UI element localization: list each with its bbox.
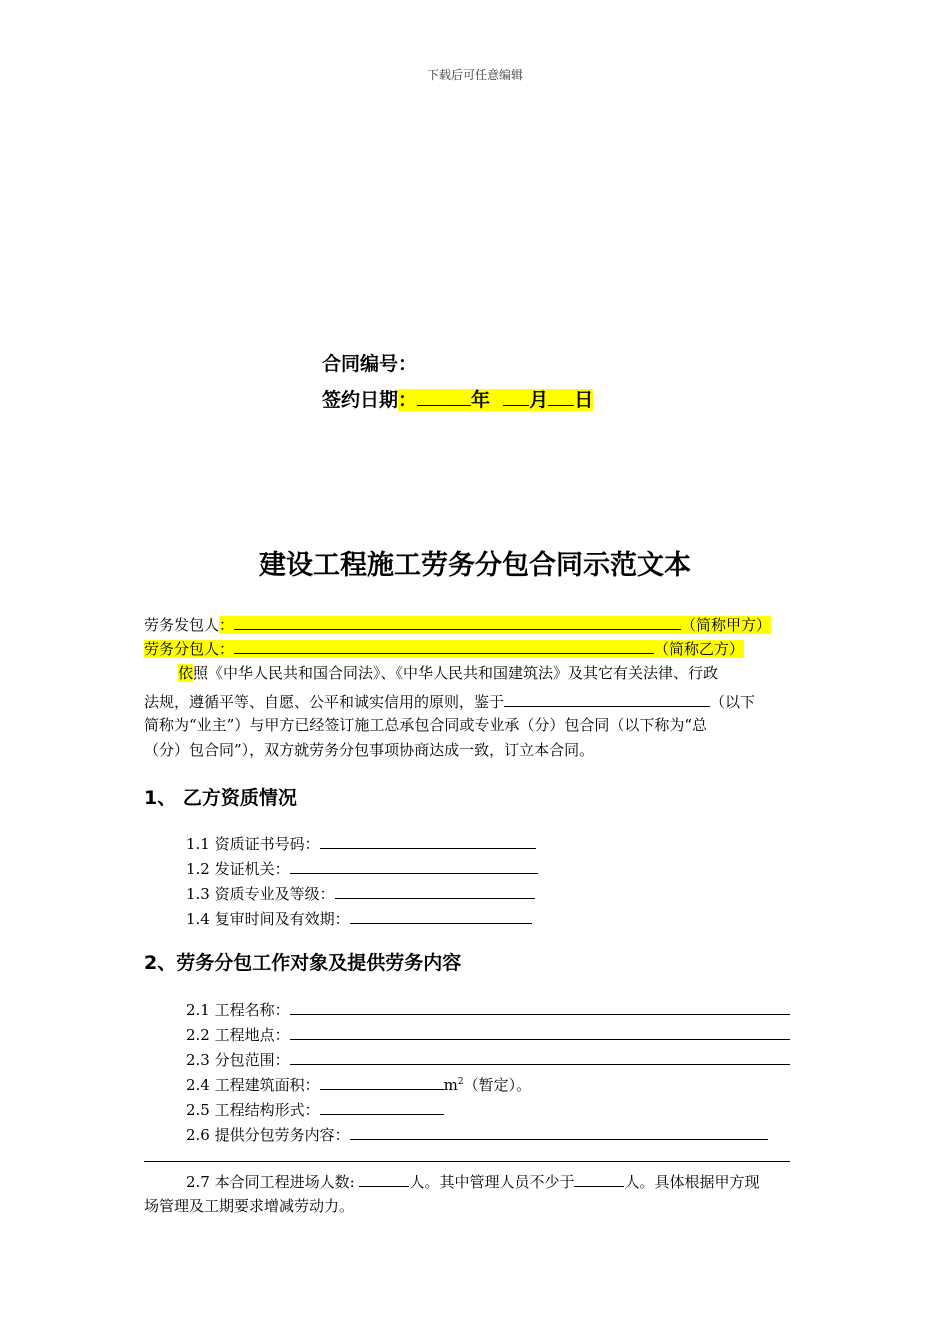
project-name-blank[interactable]	[290, 997, 790, 1015]
contract-no-label: 合同编号：	[322, 353, 418, 375]
labor-content-blank[interactable]	[350, 1122, 768, 1140]
month-blank[interactable]	[503, 386, 529, 406]
cert-number-blank[interactable]	[320, 831, 536, 849]
sign-date-line	[322, 385, 593, 412]
year-blank[interactable]	[417, 386, 471, 406]
document-title: 建设工程施工劳务分包合同示范文本	[259, 550, 691, 581]
section-1-heading: 1、 乙方资质情况	[144, 787, 297, 809]
party-b-label: 劳务分包人	[144, 640, 220, 658]
item-1-2: 1.2 发证机关：	[186, 856, 538, 879]
month-label: 月	[529, 389, 549, 411]
labor-content-continuation-line[interactable]	[144, 1161, 790, 1162]
item-1-3: 1.3 资质专业及等级：	[186, 881, 535, 904]
party-a-blank[interactable]	[234, 612, 681, 630]
issuer-blank[interactable]	[290, 856, 538, 874]
area-blank[interactable]	[320, 1072, 444, 1090]
item-2-2: 2.2 工程地点：	[186, 1022, 790, 1045]
section-2-heading: 2、劳务分包工作对象及提供劳务内容	[144, 952, 462, 974]
item-1-1: 1.1 资质证书号码：	[186, 831, 536, 854]
party-a-label: 劳务发包人	[144, 616, 220, 634]
party-b-blank[interactable]	[234, 636, 654, 654]
item-2-1: 2.1 工程名称：	[186, 997, 790, 1020]
year-label: 年	[471, 389, 491, 411]
preamble-line-3: 简称为“业主”）与甲方已经签订施工总承包合同或专业承（分）包合同（以下称为“总	[144, 716, 708, 734]
item-1-4: 1.4 复审时间及有效期：	[186, 906, 532, 929]
managers-blank[interactable]	[574, 1169, 624, 1187]
party-b-line: 劳务分包人： （简称乙方）	[144, 636, 744, 661]
item-2-6: 2.6 提供分包劳务内容：	[186, 1122, 768, 1145]
day-label: 日	[574, 389, 594, 411]
preamble-line-1: 依照《中华人民共和国合同法》、《中华人民共和国建筑法》及其它有关法律、行政	[178, 664, 719, 682]
structure-blank[interactable]	[320, 1097, 444, 1115]
headcount-blank[interactable]	[359, 1169, 409, 1187]
project-location-blank[interactable]	[290, 1022, 790, 1040]
page-header: 下载后可任意编辑	[426, 68, 523, 82]
day-blank[interactable]	[548, 386, 574, 406]
scope-blank[interactable]	[290, 1047, 790, 1065]
preamble-first-char: 依	[178, 664, 194, 682]
item-2-3: 2.3 分包范围：	[186, 1047, 790, 1070]
sign-date-colon: ：	[398, 389, 418, 411]
preamble-line-4: （分）包合同”），双方就劳务分包事项协商达成一致，订立本合同。	[144, 741, 595, 759]
sign-date-label: 签约日期	[322, 389, 399, 411]
item-2-5: 2.5 工程结构形式：	[186, 1097, 444, 1120]
item-2-7-line-2: 场管理及工期要求增减劳动力。	[144, 1197, 355, 1215]
review-date-blank[interactable]	[350, 906, 532, 924]
qualification-blank[interactable]	[335, 881, 535, 899]
party-a-line: 劳务发包人： （简称甲方）	[144, 612, 771, 637]
item-2-7: 2.7 本合同工程进场人数: 人。其中管理人员不少于 人。具体根据甲方现	[186, 1169, 759, 1194]
party-b-short: （简称乙方）	[654, 640, 745, 658]
item-2-4: 2.4 工程建筑面积： $m^2$（暂定）。	[186, 1072, 531, 1095]
owner-blank[interactable]	[504, 689, 710, 707]
preamble-line-2: 法规，遵循平等、自愿、公平和诚实信用的原则，鉴于 （以下	[144, 689, 755, 714]
party-a-short: （简称甲方）	[681, 616, 772, 634]
